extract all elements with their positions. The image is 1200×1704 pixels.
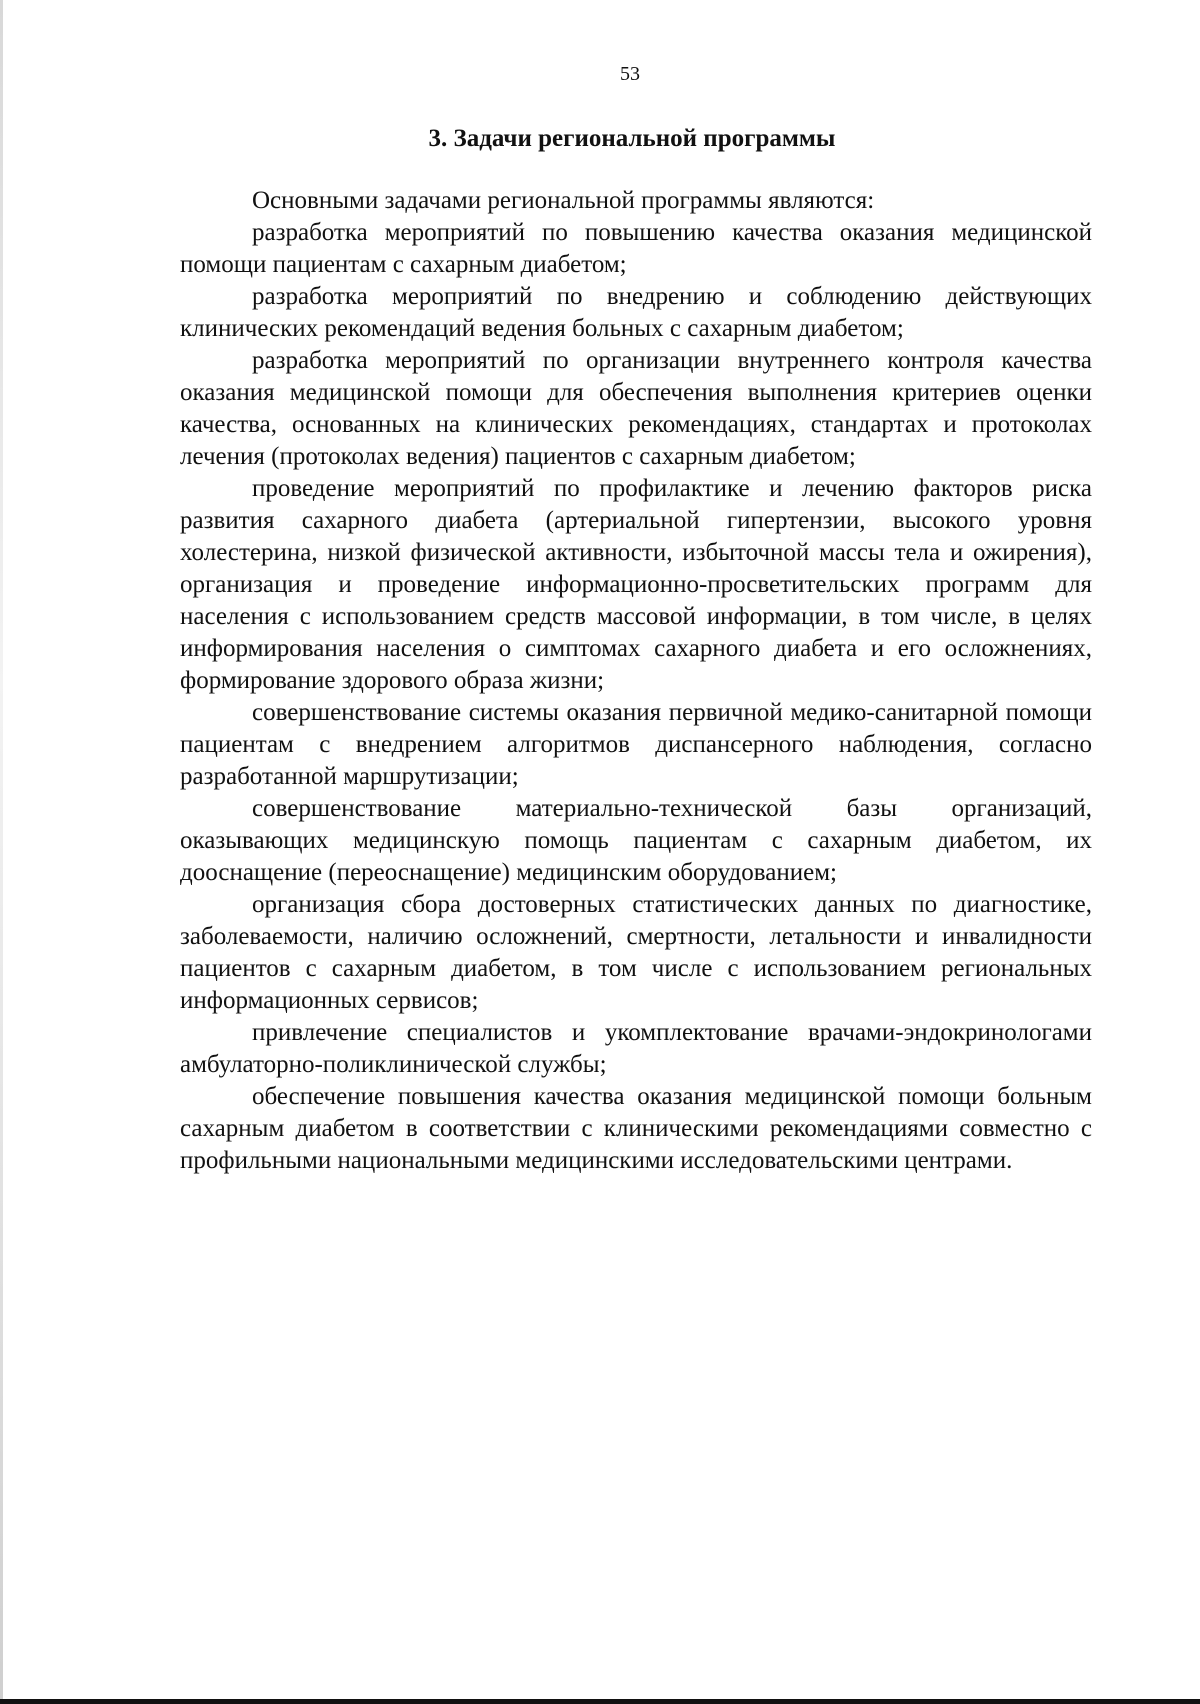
- document-body: [180, 185, 1092, 1177]
- page-number: 53: [620, 63, 640, 85]
- scan-bottom-edge: [0, 1699, 1200, 1704]
- paragraph-task: обеспечение повышения качества оказания медицинской помощи больным сахарным диабетом в соответствии с клиническими рекомендациями совместно с профильными национальными медицинскими исследовательскими центрами.: [180, 1083, 1092, 1174]
- paragraph-intro: Основными задачами региональной программы являются:: [252, 187, 875, 214]
- paragraph-task: разработка мероприятий по внедрению и соблюдению действующих клинических рекомендаций ведения больных с сахарным диабетом;: [180, 283, 1092, 342]
- paragraph-task: разработка мероприятий по повышению качества оказания медицинской помощи пациентам с сахарным диабетом;: [180, 219, 1092, 278]
- paragraph-task: разработка мероприятий по организации внутреннего контроля качества оказания медицинской помощи для обеспечения выполнения критериев оценки качества, основанных на клинических рекомендациях, стандартах и протоколах лечения (протоколах ведения) пациентов с сахарным диабетом;: [180, 347, 1092, 470]
- paragraph-task: привлечение специалистов и укомплектование врачами-эндокринологами амбулаторно-поликлинической службы;: [180, 1019, 1092, 1078]
- scan-left-edge: [0, 0, 3, 1704]
- section-title: 3. Задачи региональной программы: [428, 125, 836, 152]
- paragraph-task: проведение мероприятий по профилактике и лечению факторов риска развития сахарного диабета (артериальной гипертензии, высокого уровня холестерина, низкой физической активности, избыточной массы тела и ожирения), организация и проведение информационно-просветительских программ для населения с использованием средств массовой информации, в том числе, в целях информирования населения о симптомах сахарного диабета и его осложнениях, формирование здорового образа жизни;: [180, 475, 1092, 694]
- paragraph-task: совершенствование системы оказания первичной медико-санитарной помощи пациентам с внедрением алгоритмов диспансерного наблюдения, согласно разработанной маршрутизации;: [180, 699, 1092, 790]
- paragraph-task: организация сбора достоверных статистических данных по диагностике, заболеваемости, наличию осложнений, смертности, летальности и инвалидности пациентов с сахарным диабетом, в том числе с использованием региональных информационных сервисов;: [180, 891, 1092, 1014]
- paragraph-task: совершенствование материально-технической базы организаций, оказывающих медицинскую помощь пациентам с сахарным диабетом, их дооснащение (переоснащение) медицинским оборудованием;: [180, 795, 1092, 886]
